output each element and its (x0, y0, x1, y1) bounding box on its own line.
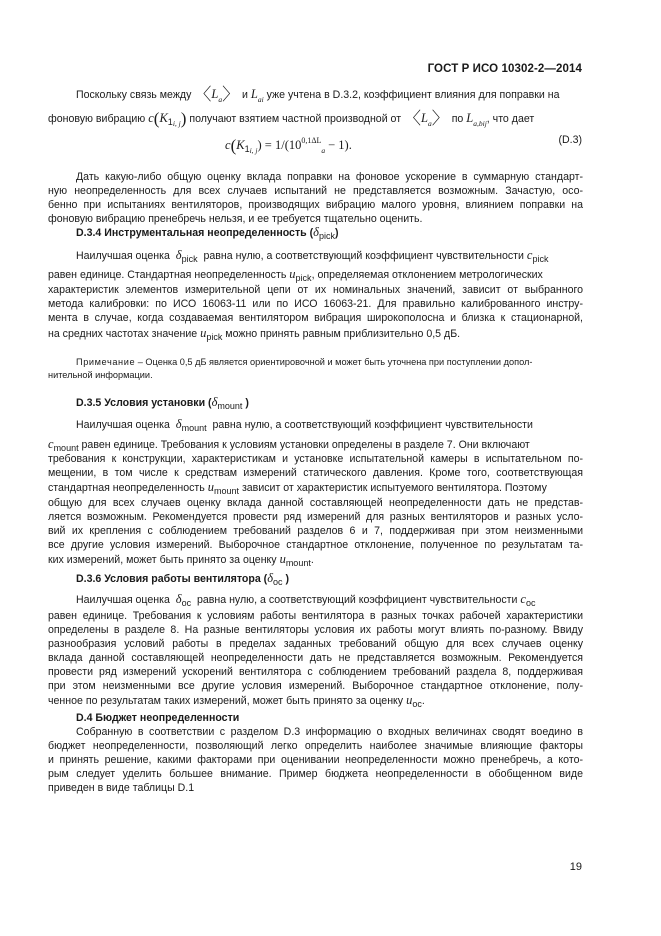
text-fragment: равна нулю, а соответствующий коэффициент чувствительности (212, 419, 533, 431)
text-fragment: зависит от характеристик испытуемого вентилятора. Поэтому (241, 482, 547, 494)
math-symbol: c (520, 592, 526, 606)
math-subscript: oc (412, 699, 422, 709)
math-symbol: u (279, 552, 286, 566)
math-subscript: pick (206, 332, 223, 342)
paragraph-line (48, 553, 583, 570)
text-fragment: – Оценка 0,5 дБ является ориентировочной и может быть уточнена при поступлении допол- (135, 357, 533, 367)
paragraph-line (48, 481, 583, 498)
angle-bracket-close: 〉 (431, 109, 449, 128)
math-subscript: oc (273, 577, 283, 587)
page-number: 19 (569, 861, 582, 873)
math-symbol: δ (313, 225, 319, 239)
math-symbol: u (406, 693, 413, 707)
text-fragment: , определяемая отклонением метрологических (311, 269, 543, 281)
text-fragment: фоновую вибрацию (48, 113, 146, 125)
heading-text: ) (245, 397, 249, 409)
math-subscript: mount (213, 486, 239, 496)
math-subscript: i, j (249, 146, 258, 155)
math-subscript: a (218, 95, 223, 104)
section-heading-d36 (76, 572, 583, 589)
formula-exponent: 0,1ΔL (301, 136, 322, 145)
text-fragment: . (310, 554, 314, 566)
heading-text: D.3.4 Инструментальная неопределенность ( (76, 227, 314, 239)
text-fragment: Наилучшая оценка (76, 419, 170, 431)
angle-bracket-close: 〉 (222, 85, 240, 104)
paragraph-line: мещении, в том числе к средствам измерений статического давления. Кроме того, соответствующая (48, 467, 583, 479)
formula-body: ) = 1/(10 (257, 138, 302, 152)
paragraph-line: ляется возможным. Рекомендуется провести ряд измерений для разных вентиляторов и разных усло- (48, 511, 583, 523)
math-subscript: a (427, 119, 432, 128)
math-subscript: mount (181, 423, 207, 433)
paragraph-line (48, 109, 583, 130)
paragraph-line: рым следует уделить большее внимание. Пример бюджета неопределенности в обобщенном виде (48, 768, 583, 780)
math-symbol: δ (175, 592, 182, 606)
math-subscript: a (473, 119, 477, 128)
text-fragment: уже учтена в D.3.2, коэффициент влияния для поправки на (266, 89, 560, 101)
text-fragment: на средних частотах значение (48, 328, 198, 340)
paragraph-line: вклада данной составляющей неопределенности дать не представляется возможным. Рекомендуется (48, 652, 583, 664)
heading-text: ) (285, 573, 290, 585)
paragraph-line (48, 268, 583, 285)
paragraph-line: при этом неизменными все другие условия измерений. Выборочное стандартное отклонение, полу- (48, 680, 583, 692)
math-symbol: K (236, 138, 245, 152)
standard-header: ГОСТ Р ИСО 10302-2—2014 (427, 63, 582, 75)
paragraph-line: равен единице. Требования к условиям работы вентилятора в разных точках рабочей характеристики (48, 610, 583, 622)
math-symbol: δ (267, 571, 274, 585)
text-fragment: ких измерений, может быть принято за оценку (48, 554, 277, 566)
section-heading-d35 (76, 396, 583, 413)
paragraph-line: разнообразия условий работы в пределах заданных требований общую для всех случаев оценку (48, 638, 583, 650)
heading-text: D.3.5 Условия установки ( (76, 397, 212, 409)
math-subscript: pick (295, 273, 312, 283)
text-fragment: стандартная неопределенность (48, 482, 205, 494)
heading-text: ) (334, 227, 339, 239)
paragraph-line (76, 418, 583, 435)
paragraph-line: все другие условия измерений. Выборочное стандартное отклонение, полученное по результатам та- (48, 539, 583, 551)
paragraph-line: приведен в виде таблицы D.1 (48, 782, 195, 794)
math-symbol: u (289, 267, 296, 281)
math-subscript: pick (532, 254, 549, 264)
paragraph-line: фоновую вибрацию пренебречь нельзя, и ее требуется тщательно оценить. (48, 213, 423, 225)
paren-close: ) (180, 109, 187, 128)
math-subscript: a (321, 146, 326, 155)
math-symbol: c (225, 138, 231, 152)
angle-bracket-open: 〈 (404, 109, 422, 128)
text-fragment: можно принять равным приблизительно 0,5 дБ. (225, 328, 461, 340)
paragraph-line: ную неопределенность для всех случаев испытаний не представляется возможным. Зачастую, осо- (48, 185, 583, 197)
text-fragment: Наилучшая оценка (76, 594, 170, 606)
math-subscript: pick (181, 254, 198, 264)
paragraph-line: Дать какую-либо общую оценку вклада поправки на фоновое ускорение в суммарную стандарт- (76, 171, 583, 183)
paragraph-line: вий их крепления с соблюдением требований разделов 6 и 7, поддерживая при этом неизменными (48, 525, 583, 537)
section-heading-d4: D.4 Бюджет неопределенности (76, 712, 240, 724)
math-subscript: mount (285, 558, 311, 568)
math-symbol: L (421, 111, 428, 125)
text-fragment: равна нулю, а соответствующий коэффициент чувствительности (196, 594, 518, 606)
paragraph-line (76, 593, 583, 610)
math-symbol: c (48, 437, 54, 451)
paragraph-line: бенно при испытаниях вентиляторов, производящих вибрацию малого уровня, влиянием поправки на (48, 199, 583, 211)
math-symbol: δ (175, 417, 182, 431)
text-fragment: равна нулю, а соответствующий коэффициент чувствительности (203, 250, 524, 262)
text-fragment: . (421, 695, 425, 707)
math-subscript: j (484, 119, 487, 128)
math-subscript: i (261, 95, 264, 104)
paragraph-line: метода калибровки: по ИСО 16063-11 или по ИСО 16063-21. Для правильно калиброванного инстру- (48, 298, 583, 310)
math-subscript: , (476, 119, 479, 128)
paragraph-line: требования к конструкции, характеристикам и установке испытательной камеры в испытательном по- (48, 453, 583, 465)
text-fragment: , что дает (486, 113, 535, 125)
text-fragment: получают взятием частной производной от (189, 113, 402, 125)
math-symbol: δ (211, 395, 218, 409)
math-symbol: L (211, 87, 219, 101)
math-subscript: a (257, 95, 262, 104)
math-symbol: c (148, 111, 154, 125)
note-line: нительной информации. (48, 370, 153, 380)
angle-bracket-open: 〈 (194, 85, 212, 104)
math-symbol: K (159, 111, 168, 125)
math-symbol: u (207, 480, 214, 494)
math-subscript: pick (318, 231, 335, 241)
text-fragment: равен единице. Требования к условиям установки определены в разделе 7. Они включают (81, 439, 530, 451)
paren-open: ( (153, 109, 160, 128)
math-subscript: oc (181, 598, 192, 608)
note-label: Примечание (76, 357, 136, 367)
paragraph-line: мента в случае, когда создаваемая вентилятором вибрация широкополосна и близка к стационарной, (48, 312, 583, 324)
text-fragment: Поскольку связь между (76, 89, 192, 101)
note-line (76, 356, 583, 369)
math-subscript: i, j (172, 119, 181, 128)
text-fragment: и (242, 89, 248, 101)
heading-text: D.3.6 Условия работы вентилятора ( (76, 573, 268, 585)
math-subscript: i (482, 119, 485, 128)
paragraph-line: общую для всех случаев оценку вклада данной составляющей неопределенности дать не представ- (48, 497, 583, 509)
math-subscript: mount (53, 443, 79, 453)
text-fragment: ченное по результатам таких измерений, может быть принято за оценку (48, 695, 404, 707)
math-subscript: oc (525, 598, 536, 608)
math-subscript: b (478, 119, 483, 128)
text-fragment: Наилучшая оценка (76, 250, 170, 262)
section-heading-d34 (76, 226, 583, 243)
text-fragment: по (451, 113, 464, 125)
math-subscript: 1 (244, 144, 250, 154)
paragraph-line: характеристик элементов измерительной цепи от их номинальных значений, зависит от выбранного (48, 284, 583, 296)
paragraph-line (48, 327, 583, 344)
math-symbol: L (466, 111, 474, 125)
formula-d3 (225, 134, 525, 157)
paragraph-line: и принять решение, какими факторами при оценивании неопределенности можно пренебречь, а кото- (48, 754, 583, 766)
paragraph-line: определены в разделе 8. На разные вентиляторы условия их работы могут влиять по-разному. Ввиду (48, 624, 583, 636)
text-fragment: равен единице. Стандартная неопределенность (48, 269, 287, 281)
math-symbol: c (526, 248, 533, 262)
paragraph-line (76, 249, 583, 266)
paragraph-line (48, 694, 583, 711)
math-symbol: δ (175, 248, 182, 262)
paragraph-line (76, 85, 583, 106)
equation-number: (D.3) (558, 134, 582, 146)
paren-open: ( (230, 136, 237, 155)
math-subscript: 1 (167, 117, 173, 127)
formula-tail: − 1). (328, 138, 352, 152)
paragraph-line: бюджет неопределенности, позволяющий легко определить наиболее значимые влияющие факторы (48, 740, 583, 752)
paragraph-line: Собранную в соответствии с разделом D.3 информацию о входных величинах сводят воедино в (76, 726, 583, 738)
math-symbol: u (200, 326, 207, 340)
math-symbol: L (250, 87, 258, 101)
math-subscript: mount (217, 401, 243, 411)
paragraph-line: провести ряд измерений ускорений вентилятора с соблюдением требований раздела 8, поддерживая (48, 666, 583, 678)
